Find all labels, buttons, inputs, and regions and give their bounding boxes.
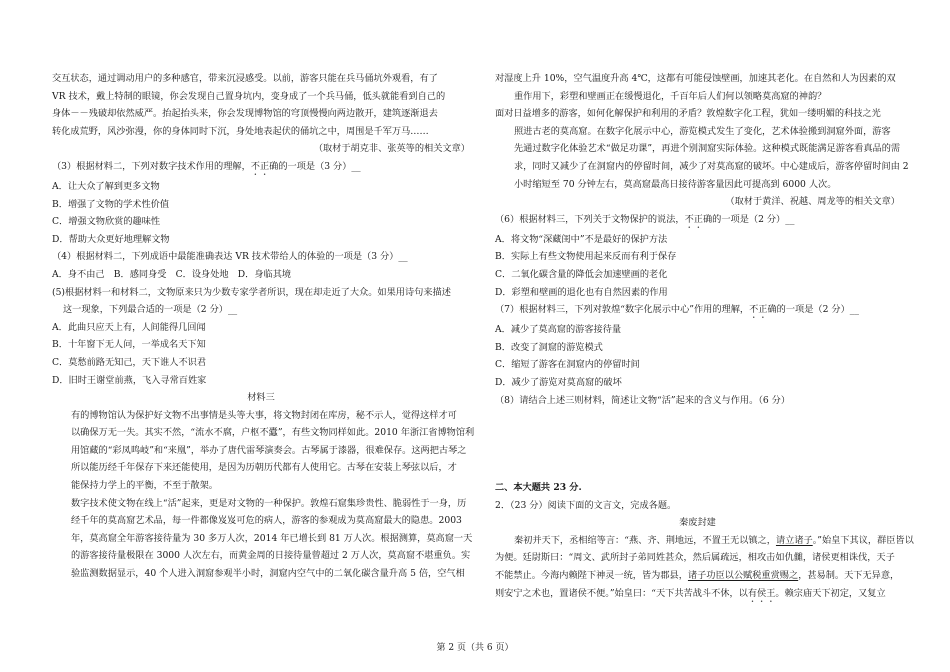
option: C．二氧化碳含量的降低会加速壁画的老化	[495, 268, 668, 280]
text-line: 转化成荒野，风沙弥漫，你的身体同时下沉，身处地表起伏的俑坑之中，周围是千军万马……	[52, 125, 429, 137]
paragraph-line: 能保持力学上的平衡，不至于散架。	[71, 480, 218, 492]
question-5: (5)根据材料一和材料二，文物原来只为少数专家学者所识，现在却走近了大众。如果用诗句来描述	[52, 286, 451, 298]
section-heading: 二、本大题共 23 分.	[495, 482, 582, 494]
task-instruction: 2．（23 分）阅读下面的文言文，完成各题。	[495, 499, 677, 511]
essay-title: 秦废封建	[679, 517, 716, 529]
option: D．减少了游览对莫高窟的破坏	[495, 376, 622, 388]
paragraph-line: 有的博物馆认为保护好文物不出事情是头等大事，将文物封闭在库房，秘不示人，觉得这样才可	[71, 409, 457, 421]
paragraph-line: 的游客接待量极限在 3000 人次左右，而黄金周的日接待量曾超过 2 万人次，莫高窟不堪重负。实	[71, 550, 471, 562]
question-8: （8）请结合上述三则材料，简述让文物“活”起来的含义与作用。（6 分）	[495, 394, 791, 406]
option: D．彩塑和壁画的退化也有自然因素的作用	[495, 286, 668, 298]
option: D．旧时王谢堂前燕，飞入寻常百姓家	[52, 374, 207, 386]
option: D．帮助大众更好地理解文物	[52, 233, 170, 245]
paragraph-line: 用馆藏的“彩凤鸣岐”和“来凰”，举办了唐代雷琴演奏会。古琴属于漆器，很难保存。这两把古琴之	[71, 444, 467, 456]
question-4-options: A．身不由己 B．感同身受 C．设身处地 D．身临其境	[52, 268, 292, 280]
option: A．让大众了解到更多文物	[52, 180, 160, 192]
option: B．十年窗下无人问，一举成名天下知	[52, 339, 206, 351]
paragraph-line: 数字技术使文物在线上“活”起来，更是对文物的一种保护。敦煌石窟集珍贵性、脆弱性于一身，历	[71, 497, 467, 509]
paragraph-line: 以确保万无一失。其实不然，“流水不腐，户枢不蠹”，有些文物同样如此。2010 年浙江省博物馆利	[71, 427, 475, 439]
option: A．将文物“深藏闺中”不是最好的保护方法	[495, 233, 668, 245]
question-7: （7）根据材料三，下列对敦煌“数字化展示中心”作用的理解，不正确的一项是（2 分）__	[495, 304, 859, 316]
option: C．莫愁前路无知己，天下谁人不识君	[52, 356, 207, 368]
paragraph-line: 年，莫高窟全年游客接待量为 30 多万人次，2014 年已增长到 81 万人次。根据测算，莫高窟一天	[71, 532, 473, 544]
question-6: （6）根据材料三，下列关于文物保护的说法，不正确的一项是（2 分）__	[495, 213, 795, 225]
text-line: VR 技术，戴上特制的眼镜，你会发现自己置身坑内，变身成了一个兵马俑，低头就能看到自己的	[52, 90, 446, 102]
option: A．减少了莫高窟的游客接待量	[495, 324, 622, 336]
paragraph-line: 求，同时又减少了在洞窟内的停留时间，减少了对莫高窟的破坏。中心建成后，游客停留时间由 2	[514, 160, 909, 172]
essay-line: 则安宁之术也，置诸侯不便。”始皇曰：“天下共苦战斗不休，以有侯王。赖宗庙天下初定，又复立	[495, 587, 886, 599]
source-citation: （取材于胡克非、张英等的相关文章）	[313, 143, 470, 155]
option: B．改变了洞窟的游览模式	[495, 341, 603, 353]
text-line: 重作用下，彩塑和壁画正在缓慢退化，千百年后人们何以领略莫高窟的神韵？	[514, 90, 827, 102]
material-3-title: 材料三	[247, 392, 275, 404]
text-line: 对湿度上升 10%，空气温度升高 4℃，这都有可能侵蚀壁画，加速其老化。在自然和人为因素的双	[495, 73, 896, 84]
text-line: 身体－－残破却依然威严。抬起抬头来，你会发现博物馆的穹顶慢慢向两边散开，建筑逐渐退去	[52, 108, 438, 120]
option: C．缩短了游客在洞窟内的停留时间	[495, 359, 640, 371]
option: C．增强文物欣赏的趣味性	[52, 216, 161, 228]
option: B．实际上有些文物使用起来反而有利于保存	[495, 251, 677, 263]
paragraph-line: 先通过数字化体验艺术“做足功课”，再进个别洞窟实际体验。这种模式既能满足游客看真品的需	[514, 143, 901, 155]
essay-line: 秦初并天下，丞相绾等言：“燕、齐、荆地远，不置王无以镇之，请立诸子。”始皇下其议，群臣皆以	[514, 534, 914, 546]
text-line: 交互状态，通过调动用户的多种感官，带来沉浸感受。以前，游客只能在兵马俑坑外观看，有了	[52, 73, 438, 84]
essay-line: 不能禁止。今海内赖陛下神灵一统，皆为郡县，诸子功臣以公赋税重赏赐之，甚易制。天下无异意，	[495, 570, 900, 582]
paragraph-line: 经千年的莫高窟艺术品，每一件都像岌岌可危的病人，游客的参观成为莫高窟最大的隐患。2003	[71, 515, 462, 527]
question-3: （3）根据材料二，下列对数字技术作用的理解，不正确的一项是（3 分）__	[52, 160, 361, 172]
source-citation: （取材于黄洋、祝越、周龙等的相关文章）	[725, 196, 900, 208]
option: B．增强了文物的学术性价值	[52, 198, 170, 210]
question-5-cont: 这一现象，下列最合适的一项是（2 分）__	[63, 304, 238, 316]
page-number: 第 2 页（共 6 页）	[436, 643, 514, 653]
option: A．此曲只应天上有，人间能得几回闻	[52, 321, 206, 333]
paragraph-line: 所以能历经千年保存下来还能使用，是因为历朝历代都有人使用它。古琴在安装上琴弦以后，才	[71, 462, 457, 474]
paragraph-line: 照进古老的莫高窟。在数字化展示中心，游览模式发生了变化，艺术体验搬到洞窟外面，游客	[514, 125, 891, 137]
essay-line: 为便。廷尉斯曰：“周文、武所封子弟同姓甚众，然后属疏远，相攻击如仇雠，诸侯更相诛伐，天子	[495, 552, 895, 564]
paragraph-line: 面对日益增多的游客，如何化解保护和利用的矛盾？敦煌数字化工程，犹如一缕明媚的科技之光	[495, 108, 881, 120]
question-4: （4）根据材料二，下列成语中最能准确表达 VR 技术带给人的体验的一项是（3 分）__	[52, 251, 408, 263]
right-column	[495, 70, 914, 605]
paragraph-line: 小时缩短至 70 分钟左右，莫高窟最高日接待游客量因此可提高到 6000 人次。	[514, 178, 837, 190]
left-column	[52, 70, 475, 583]
paragraph-line: 验监测数据显示，40 个人进入洞窟参观半小时，洞窟内空气中的二氧化碳含量升高 5 倍，空气相	[71, 568, 465, 580]
